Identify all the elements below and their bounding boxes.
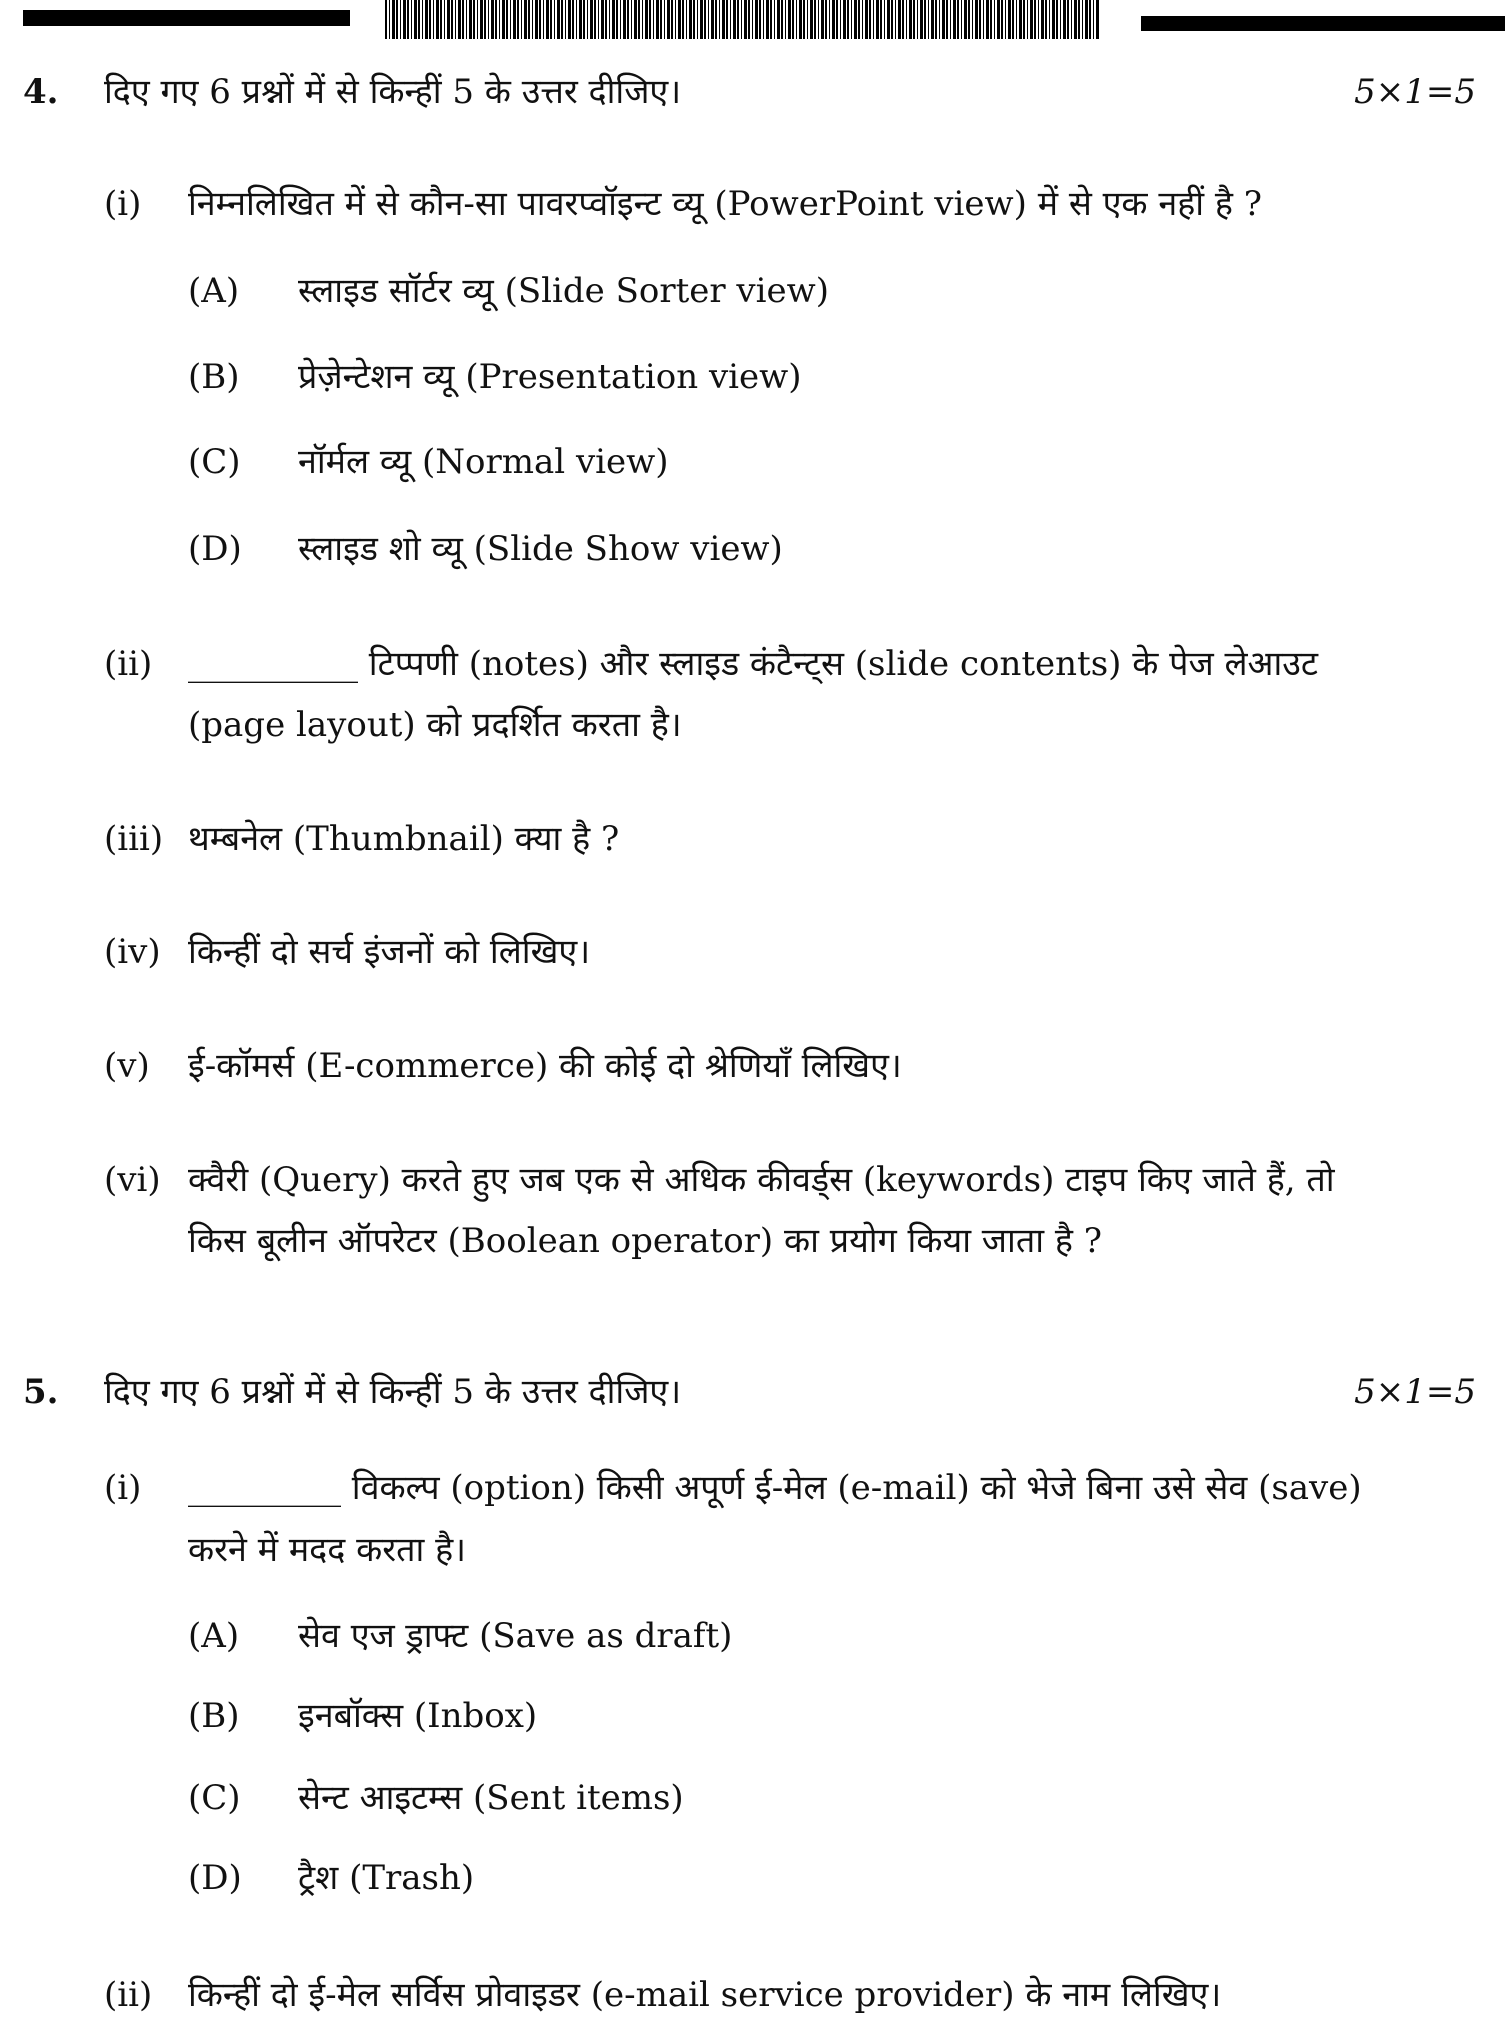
header-bar-right — [1141, 16, 1505, 31]
option-text: नॉर्मल व्यू (Normal view) — [298, 442, 669, 482]
option-label: (C) — [188, 442, 241, 482]
option-label: (B) — [188, 357, 240, 397]
item-label: (ii) — [104, 1975, 153, 2015]
question-marks: 5×1=5 — [1354, 1372, 1476, 1412]
option-text: स्लाइड शो व्यू (Slide Show view) — [298, 529, 783, 569]
item-label: (v) — [104, 1046, 150, 1086]
option-text: इनबॉक्स (Inbox) — [298, 1696, 538, 1736]
item-text-line2: किस बूलीन ऑपरेटर (Boolean operator) का प्रयोग किया जाता है ? — [188, 1221, 1102, 1261]
question-instruction: दिए गए 6 प्रश्नों में से किन्हीं 5 के उत्तर दीजिए। — [104, 1372, 682, 1412]
option-label: (D) — [188, 529, 242, 569]
item-text: किन्हीं दो सर्च इंजनों को लिखिए। — [188, 932, 591, 972]
item-label: (ii) — [104, 644, 153, 684]
item-label: (iii) — [104, 819, 164, 859]
option-label: (A) — [188, 1616, 240, 1656]
question-instruction: दिए गए 6 प्रश्नों में से किन्हीं 5 के उत्तर दीजिए। — [104, 72, 682, 112]
item-label: (vi) — [104, 1160, 161, 1200]
item-text-line2: (page layout) को प्रदर्शित करता है। — [188, 705, 682, 745]
option-label: (D) — [188, 1858, 242, 1898]
barcode — [385, 0, 1100, 39]
item-text: ई-कॉमर्स (E-commerce) की कोई दो श्रेणियाँ लिखिए। — [188, 1046, 902, 1086]
item-text-line2: करने में मदद करता है। — [188, 1530, 467, 1570]
option-label: (B) — [188, 1696, 240, 1736]
item-label: (i) — [104, 184, 142, 224]
item-text-line1: __________ टिप्पणी (notes) और स्लाइड कंटैन्ट्स (slide contents) के पेज लेआउट — [188, 644, 1319, 684]
item-text: थम्बनेल (Thumbnail) क्या है ? — [188, 819, 620, 859]
item-label: (iv) — [104, 932, 161, 972]
item-text: किन्हीं दो ई-मेल सर्विस प्रोवाइडर (e-mail service provider) के नाम लिखिए। — [188, 1975, 1222, 2015]
item-text-line1: _________ विकल्प (option) किसी अपूर्ण ई-मेल (e-mail) को भेजे बिना उसे सेव (save) — [188, 1468, 1362, 1508]
header-bar-left — [23, 10, 350, 26]
option-text: सेन्ट आइटम्स (Sent items) — [298, 1778, 684, 1818]
question-number: 5. — [23, 1372, 59, 1412]
option-label: (C) — [188, 1778, 241, 1818]
option-text: सेव एज ड्राफ्ट (Save as draft) — [298, 1616, 733, 1656]
question-number: 4. — [23, 72, 59, 112]
item-text-line1: क्वैरी (Query) करते हुए जब एक से अधिक कीवर्ड्स (keywords) टाइप किए जाते हैं, तो — [188, 1160, 1335, 1200]
question-marks: 5×1=5 — [1354, 72, 1476, 112]
option-text: स्लाइड सॉर्टर व्यू (Slide Sorter view) — [298, 271, 829, 311]
option-text: ट्रैश (Trash) — [298, 1858, 475, 1898]
item-text: निम्नलिखित में से कौन-सा पावरप्वॉइन्ट व्यू (PowerPoint view) में से एक नहीं है ? — [188, 184, 1262, 224]
option-label: (A) — [188, 271, 240, 311]
option-text: प्रेज़ेन्टेशन व्यू (Presentation view) — [298, 357, 802, 397]
item-label: (i) — [104, 1468, 142, 1508]
